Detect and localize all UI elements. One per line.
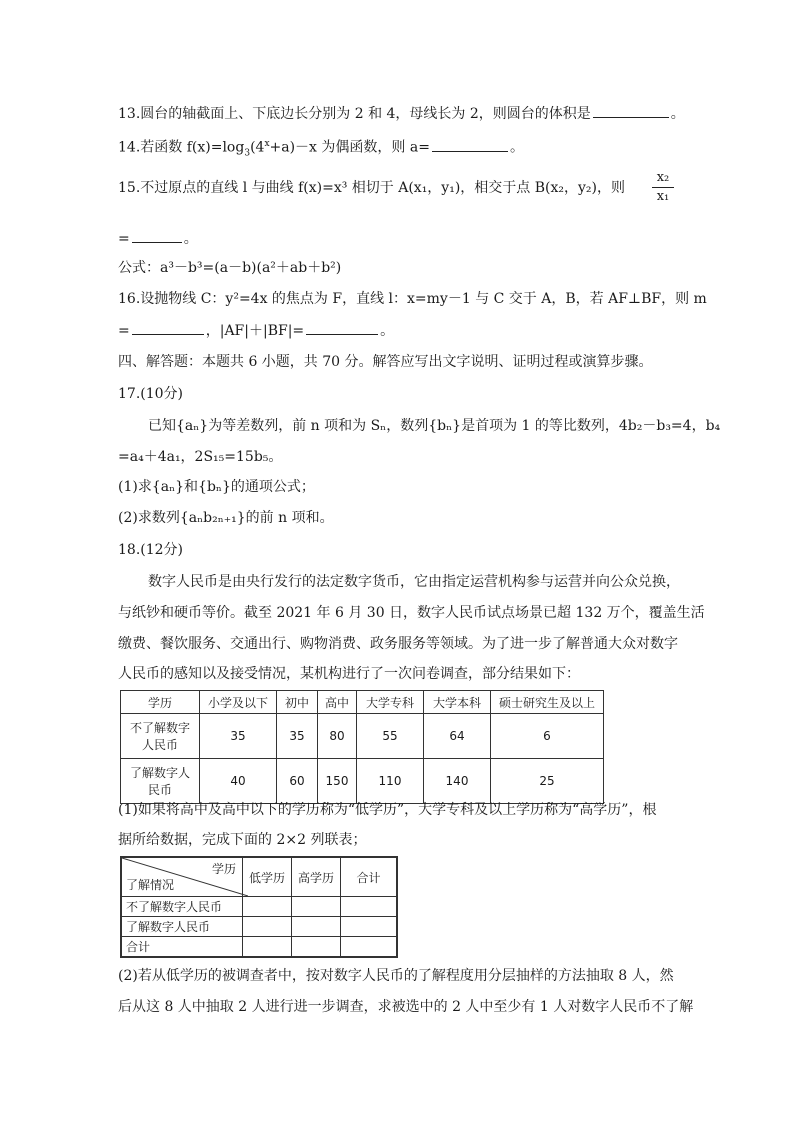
q16-answer-blank-m[interactable] [132, 320, 204, 335]
q17-title: 17.(10分) [118, 386, 184, 402]
empty-cell[interactable] [243, 937, 292, 958]
q14-post: +a)－x 为偶函数，则 a= [269, 139, 430, 156]
survey-header-cell: 大学本科 [424, 691, 491, 714]
contingency-header-row [121, 857, 397, 897]
q16-end: 。 [380, 323, 395, 339]
row-label [121, 759, 200, 804]
q18-para-line2: 与纸钞和硬币等价。截至 2021 年 6 月 30 日，数字人民币试点场景已超 132 万个，覆盖生活 [118, 605, 705, 621]
contingency-col-header: 合计 [341, 857, 398, 897]
empty-cell[interactable] [341, 937, 398, 958]
q17-sub2: (2)求数列{aₙb₂ₙ₊₁}的前 n 项和。 [118, 510, 334, 526]
survey-header-cell: 学历 [121, 691, 200, 714]
q13-answer-blank[interactable] [593, 103, 669, 118]
q15-frac-numerator: x₂ [656, 170, 670, 185]
table-cell: 140 [424, 759, 491, 804]
q14-pre: 14.若函数 f(x)=log [118, 139, 245, 156]
empty-cell[interactable] [292, 937, 341, 958]
q18-para-line1: 数字人民币是由央行发行的法定数字货币，它由指定运营机构参与运营并向公众兑换， [148, 574, 680, 590]
table-cell: 35 [277, 714, 318, 759]
contingency-col-header: 高学历 [292, 857, 341, 897]
table-cell: 64 [424, 714, 491, 759]
row-label [121, 714, 200, 759]
q18-sub1-line1: (1)如果将高中及高中以下的学历称为“低学历”，大学专科及以上学历称为“高学历”，根 [118, 802, 657, 818]
q15-frac-bar [652, 187, 674, 188]
contingency-table [120, 856, 398, 958]
survey-header-cell: 初中 [277, 691, 318, 714]
empty-cell[interactable] [292, 917, 341, 937]
q15-line2 [118, 228, 198, 249]
q17-sub1: (1)求{aₙ}和{bₙ}的通项公式； [118, 479, 315, 495]
survey-header-cell: 硕士研究生及以上 [491, 691, 604, 714]
q14-log-base: 3 [244, 148, 251, 159]
table-cell: 80 [318, 714, 357, 759]
q13-line [118, 103, 685, 124]
diagonal-header [122, 858, 242, 896]
table-row [121, 714, 604, 759]
empty-cell[interactable] [243, 917, 292, 937]
q18-sub2-line2: 后从这 8 人中抽取 2 人进行进一步调查，求被选中的 2 人中至少有 1 人对数字人民币不了解 [118, 999, 694, 1015]
q16-answer-blank-sum[interactable] [306, 320, 378, 335]
empty-cell[interactable] [243, 897, 292, 917]
q18-sub2-line1: (2)若从低学历的被调查者中，按对数字人民币的了解程度用分层抽样的方法抽取 8 人，然 [118, 968, 674, 984]
row-label-line: 民币 [147, 783, 172, 797]
q15-line1: 15.不过原点的直线 l 与曲线 f(x)=x³ 相切于 A(x₁，y₁)，相交于点 B(x₂，y₂)，则 [118, 180, 625, 196]
row-label-line: 了解数字人 [129, 766, 190, 780]
q14-line [118, 134, 524, 163]
q15-answer-blank[interactable] [132, 228, 182, 243]
contingency-row-label: 合计 [121, 937, 243, 958]
contingency-row-label: 了解数字人民币 [121, 917, 243, 937]
table-cell: 25 [491, 759, 604, 804]
table-cell: 60 [277, 759, 318, 804]
q17-para-line1: 已知{aₙ}为等差数列，前 n 项和为 Sₙ，数列{bₙ}是首项为 1 的等比数列，4b₂－b₃=4，b₄ [148, 418, 721, 434]
q16-eq: = [118, 323, 130, 339]
row-label-line: 不了解数字 [129, 721, 190, 735]
empty-cell[interactable] [341, 917, 398, 937]
survey-header-cell: 小学及以下 [200, 691, 277, 714]
table-cell: 6 [491, 714, 604, 759]
diag-bottom-label: 了解情况 [126, 878, 175, 892]
q13-end: 。 [670, 106, 685, 122]
q15-eq: = [118, 231, 130, 247]
table-cell: 40 [200, 759, 277, 804]
table-row [121, 897, 397, 917]
q16-mid: ，|AF|＋|BF|= [205, 323, 305, 339]
table-cell: 35 [200, 714, 277, 759]
q18-para-line3: 缴费、餐饮服务、交通出行、购物消费、政务服务等领域。为了进一步了解普通大众对数字 [118, 636, 678, 652]
q15-end: 。 [183, 231, 198, 247]
diagonal-header-cell [121, 857, 243, 897]
table-row [121, 759, 604, 804]
table-row [121, 917, 397, 937]
q14-exp: x [264, 139, 270, 149]
table-cell: 110 [357, 759, 424, 804]
q15-fraction [652, 170, 674, 205]
q17-para-line2: =a₄＋4a₁，2S₁₅=15b₅。 [118, 449, 283, 465]
formula-note: 公式：a³－b³=(a－b)(a²＋ab＋b²) [118, 260, 342, 276]
survey-table-header-row [121, 691, 604, 714]
q18-para-line4: 人民币的感知以及接受情况，某机构进行了一次问卷调查，部分结果如下： [118, 666, 580, 682]
empty-cell[interactable] [292, 897, 341, 917]
row-label-line: 人民币 [141, 738, 178, 752]
table-cell: 150 [318, 759, 357, 804]
contingency-col-header: 低学历 [243, 857, 292, 897]
q16-line1: 16.设抛物线 C：y²=4x 的焦点为 F，直线 l：x=my－1 与 C 交于 A，B，若 AF⊥BF，则 m [118, 291, 707, 307]
q14-end: 。 [509, 139, 524, 156]
table-row [121, 937, 397, 958]
survey-table [120, 690, 604, 804]
empty-cell[interactable] [341, 897, 398, 917]
q14-mid: (4 [250, 139, 265, 156]
q14-answer-blank[interactable] [432, 137, 508, 152]
diag-top-label: 学历 [211, 862, 236, 876]
q13-text: 13.圆台的轴截面上、下底边长分别为 2 和 4，母线长为 2，则圆台的体积是 [118, 106, 591, 122]
q18-sub1-line2: 据所给数据，完成下面的 2×2 列联表； [118, 832, 367, 848]
survey-header-cell: 高中 [318, 691, 357, 714]
q18-title: 18.(12分) [118, 542, 184, 558]
section-four-heading: 四、解答题：本题共 6 小题，共 70 分。解答应写出文字说明、证明过程或演算步骤。 [118, 354, 653, 370]
q15-frac-denominator: x₁ [656, 189, 670, 204]
table-cell: 55 [357, 714, 424, 759]
survey-header-cell: 大学专科 [357, 691, 424, 714]
contingency-row-label: 不了解数字人民币 [121, 897, 243, 917]
q16-line2 [118, 320, 394, 341]
